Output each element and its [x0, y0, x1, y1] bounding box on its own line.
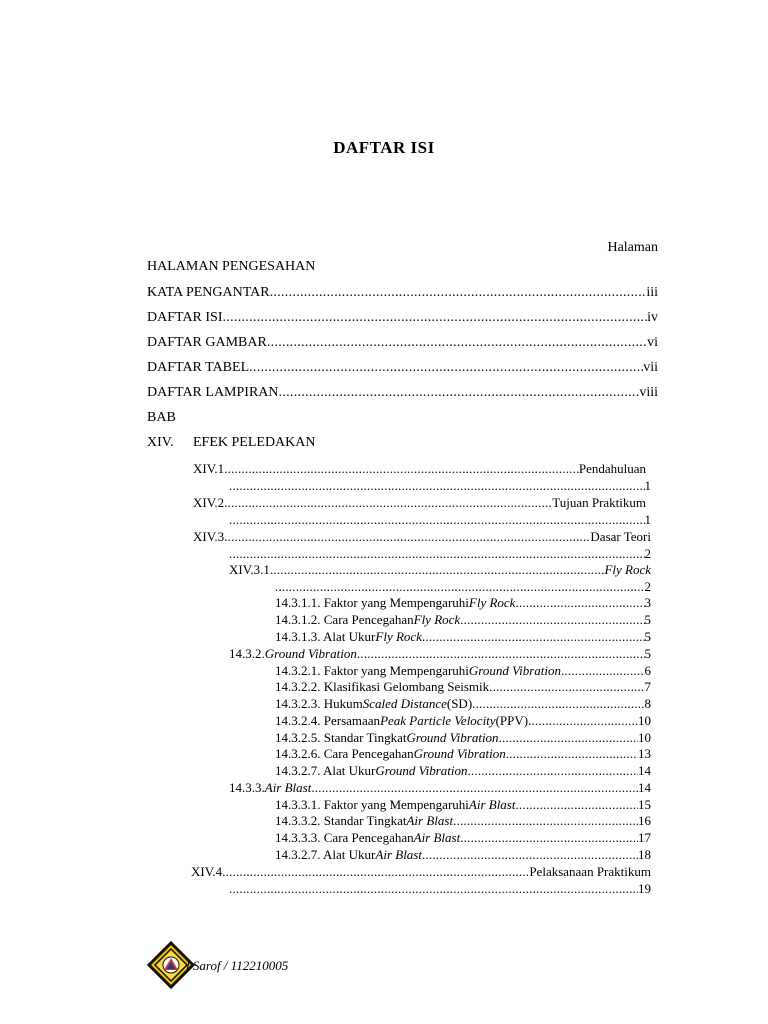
toc-page: iv [647, 310, 658, 325]
sub-text: 14.3.2.1. Faktor yang Mempengaruhi [275, 663, 469, 678]
leader-dots [229, 512, 645, 527]
leader-dots [357, 646, 645, 662]
leader-dots [229, 881, 638, 896]
section-number: XIV.3.1 [229, 562, 270, 577]
toc-entry-xiv-2 [193, 495, 646, 510]
sub-text: 14.3.2.6. Cara Pencegahan [275, 746, 414, 761]
sub-page: 10 [638, 713, 651, 728]
sub-page: 5 [644, 612, 651, 627]
leader-dots [279, 385, 640, 401]
sub-italic: Ground Vibration [406, 730, 499, 745]
sub-text: 14.3.2.4. Persamaan [275, 713, 381, 728]
toc-subentry [275, 663, 651, 679]
page-title: DAFTAR ISI [333, 138, 435, 157]
toc-label: DAFTAR LAMPIRAN [147, 385, 279, 400]
toc-entry-pengesahan: HALAMAN PENGESAHAN [147, 259, 316, 274]
toc-entry-xiv-3 [193, 529, 651, 544]
section-page: 2 [644, 579, 651, 594]
sub-italic: Air Blast [375, 847, 422, 862]
toc-subentry [275, 730, 651, 746]
leader-dots [222, 864, 529, 879]
leader-dots [561, 663, 645, 679]
section-number: XIV.2 [193, 495, 225, 510]
sub-italic: Air Blast [406, 813, 454, 828]
sub-text: 14.3.3.1. Faktor yang Mempengaruhi [275, 797, 469, 812]
sub-italic: Air Blast [264, 780, 312, 795]
sub-italic: Ground Vibration [468, 663, 561, 678]
sub-text: 14.3.3. [229, 780, 265, 795]
toc-entry-daftar-gambar [147, 335, 658, 351]
leader-dots [311, 780, 638, 796]
section-page: 19 [638, 881, 651, 896]
sub-text: 14.3.2.7. Alat Ukur [275, 847, 376, 862]
sub-italic: Fly Rock [413, 612, 461, 627]
sub-text-post: (SD) [446, 696, 473, 711]
toc-entry-xiv-4-page [229, 881, 651, 896]
sub-text: 14.3.2.2. Klasifikasi Gelombang Seismik [275, 679, 490, 694]
sub-page: 14 [638, 780, 651, 795]
section-title: Tujuan Praktikum [552, 495, 646, 510]
leader-dots [453, 813, 638, 829]
leader-dots [275, 579, 645, 594]
chapter-title: EFEK PELEDAKAN [193, 435, 316, 450]
sub-text-post: (PPV) [495, 713, 529, 728]
toc-page: vi [647, 335, 658, 350]
sub-italic: Ground Vibration [375, 763, 468, 778]
sub-text: 14.3.1.3. Alat Ukur [275, 629, 376, 644]
section-title: Fly Rock [604, 562, 651, 577]
sub-page: 14 [638, 763, 651, 778]
toc-subentry [275, 595, 651, 611]
toc-entry-xiv-2-page [229, 512, 651, 527]
toc-entry-xiv-3-page [229, 546, 651, 561]
leader-dots [467, 763, 638, 779]
section-page: 1 [644, 512, 651, 527]
section-title: Pelaksanaan Praktikum [529, 864, 651, 879]
toc-subentry [275, 746, 651, 762]
toc-entry-xiv-1-page [229, 478, 651, 493]
section-number: XIV.1 [193, 461, 225, 476]
bab-label: BAB [147, 410, 176, 425]
leader-dots [229, 478, 645, 493]
toc-subentry [275, 679, 651, 695]
leader-dots [506, 746, 638, 762]
leader-dots [460, 612, 644, 628]
toc-page: vii [643, 360, 658, 375]
leader-dots [224, 461, 579, 476]
toc-entry-xiv-3-1 [229, 562, 651, 577]
sub-italic: Ground Vibration [264, 646, 357, 661]
sub-text: 14.3.3.3. Cara Pencegahan [275, 830, 414, 845]
section-title: Dasar Teori [590, 529, 651, 544]
sub-text: 14.3.1.1. Faktor yang Mempengaruhi [275, 595, 469, 610]
toc-label: DAFTAR ISI [147, 310, 223, 325]
footer-author-text: l Sarof / 112210005 [186, 958, 289, 973]
section-page: 1 [644, 478, 651, 493]
sub-text: 14.3.2.7. Alat Ukur [275, 763, 376, 778]
section-title: Pendahuluan [578, 461, 646, 476]
leader-dots [267, 335, 647, 351]
leader-dots [270, 285, 647, 301]
toc-subentry [275, 696, 651, 712]
section-number: XIV.4 [191, 864, 223, 879]
leader-dots [489, 679, 644, 695]
leader-dots [224, 495, 552, 510]
sub-text: 14.3.2.3. Hukum [275, 696, 363, 711]
sub-italic: Air Blast [413, 830, 461, 845]
sub-page: 17 [638, 830, 651, 845]
sub-text: 14.3.1.2. Cara Pencegahan [275, 612, 414, 627]
toc-entry-daftar-isi [147, 310, 658, 326]
leader-dots [515, 797, 638, 813]
sub-italic: Fly Rock [375, 629, 422, 644]
section-number: XIV.3 [193, 529, 225, 544]
sub-page: 8 [644, 696, 651, 711]
sub-page: 6 [644, 663, 651, 678]
sub-italic: Scaled Distance [362, 696, 447, 711]
sub-page: 15 [638, 797, 651, 812]
leader-dots [223, 310, 648, 326]
sub-italic: Air Blast [468, 797, 516, 812]
leader-dots [270, 562, 605, 577]
toc-label: KATA PENGANTAR [147, 285, 270, 300]
leader-dots [528, 713, 638, 729]
toc-label: DAFTAR TABEL [147, 360, 250, 375]
toc-page: viii [639, 385, 658, 400]
sub-italic: Fly Rock [468, 595, 516, 610]
sub-text: 14.3.3.2. Standar Tingkat [275, 813, 407, 828]
leader-dots [422, 847, 638, 863]
toc-subentry [275, 813, 651, 829]
toc-page: iii [646, 285, 658, 300]
toc-entry-kata-pengantar [147, 285, 658, 301]
toc-entry-xiv-3-1-page [275, 579, 651, 594]
sub-italic: Peak Particle Velocity [380, 713, 496, 728]
toc-entry-xiv-4 [191, 864, 651, 879]
halaman-label: Halaman [607, 240, 658, 255]
sub-italic: Ground Vibration [413, 746, 506, 761]
sub-page: 3 [644, 595, 651, 610]
leader-dots [472, 696, 644, 712]
toc-subentry-ground-vibration [229, 646, 651, 662]
leader-dots [229, 546, 645, 561]
toc-subentry [275, 847, 651, 863]
leader-dots [224, 529, 590, 544]
chapter-number: XIV. [147, 435, 174, 450]
toc-subentry [275, 797, 651, 813]
sub-page: 16 [638, 813, 651, 828]
leader-dots [460, 830, 638, 846]
toc-subentry [275, 763, 651, 779]
sub-page: 18 [638, 847, 651, 862]
sub-page: 13 [638, 746, 651, 761]
toc-subentry [275, 830, 651, 846]
toc-subentry [275, 713, 651, 729]
sub-page: 10 [638, 730, 651, 745]
toc-subentry-air-blast [229, 780, 651, 796]
sub-text: 14.3.2.5. Standar Tingkat [275, 730, 407, 745]
leader-dots [515, 595, 644, 611]
toc-entry-daftar-tabel [147, 360, 658, 376]
sub-page: 5 [644, 646, 651, 661]
leader-dots [249, 360, 643, 376]
toc-entry-xiv-1 [193, 461, 646, 476]
sub-page: 5 [644, 629, 651, 644]
sub-text: 14.3.2. [229, 646, 265, 661]
leader-dots [499, 730, 638, 746]
toc-subentry [275, 629, 651, 645]
sub-page: 7 [644, 679, 651, 694]
toc-entry-daftar-lampiran [147, 385, 658, 401]
section-page: 2 [644, 546, 651, 561]
leader-dots [422, 629, 645, 645]
toc-subentry [275, 612, 651, 628]
toc-label: DAFTAR GAMBAR [147, 335, 267, 350]
